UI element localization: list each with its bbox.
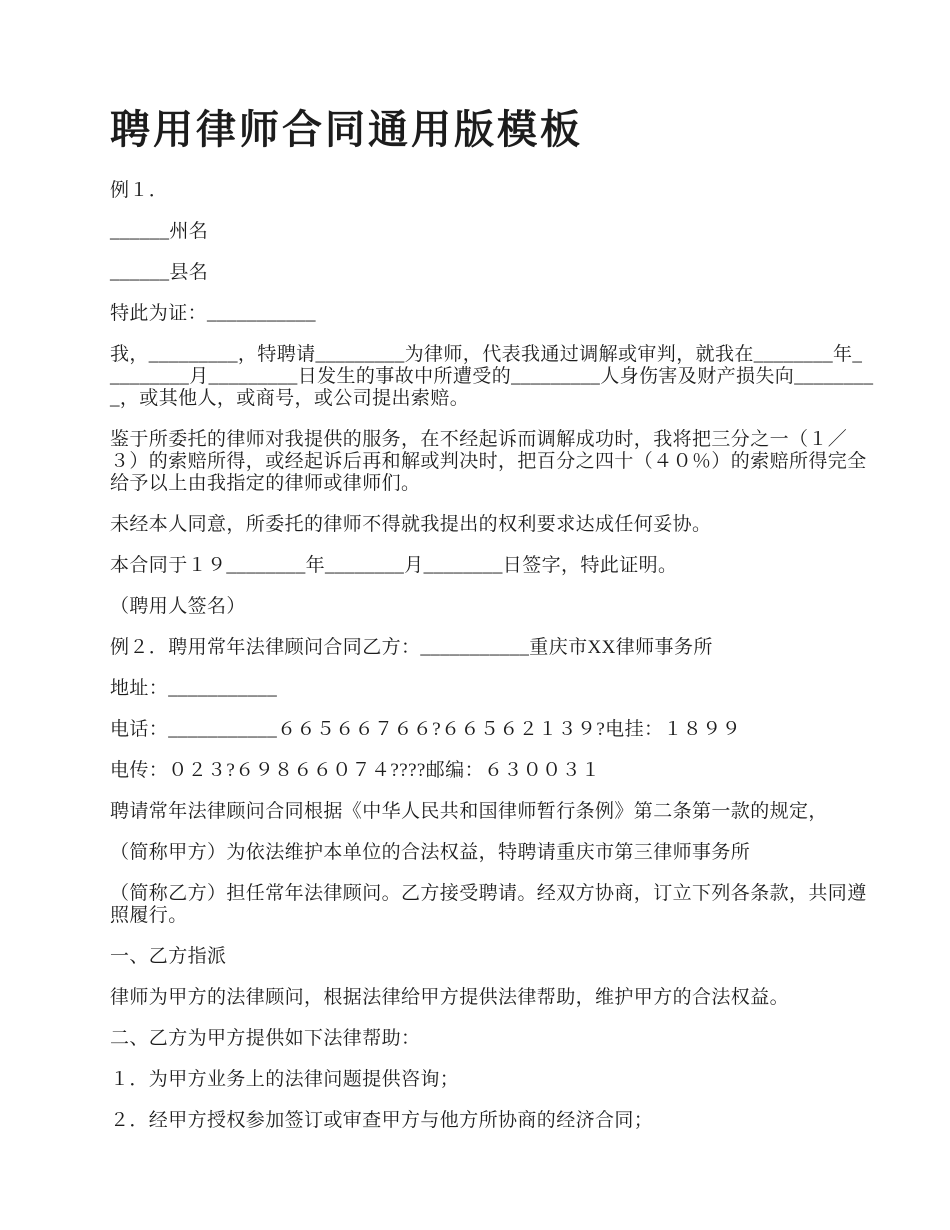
no-compromise-clause bbox=[110, 514, 860, 536]
address-line bbox=[110, 678, 860, 700]
phone-line bbox=[110, 719, 860, 741]
example-1-label bbox=[110, 180, 860, 202]
section-1-body bbox=[110, 987, 860, 1009]
signature-label bbox=[110, 596, 860, 618]
witness-clause bbox=[110, 303, 860, 325]
document-line: ______州名 bbox=[110, 221, 209, 242]
state-name-blank bbox=[110, 221, 860, 243]
document-line: 照履行。 bbox=[110, 905, 188, 926]
document-line: 电传：０２３?６９８６６０７４????邮编：６３００３１ bbox=[110, 760, 601, 781]
document-line: 电话：___________６６５６６７６６?６６５６２１３９?电挂：１８９９ bbox=[110, 719, 741, 740]
signing-date-clause bbox=[110, 555, 860, 577]
party-b-clause bbox=[110, 883, 867, 927]
document-line: _，或其他人，或商号，或公司提出索赔。 bbox=[110, 388, 470, 409]
document-line: ______县名 bbox=[110, 262, 209, 283]
document-line: ３）的索赔所得，或经起诉后再和解或判决时，把百分之四十（４０％）的索赔所得完全 bbox=[110, 451, 867, 472]
document-line: （简称乙方）担任常年法律顾问。乙方接受聘请。经双方协商，订立下列各条款，共同遵 bbox=[110, 883, 867, 904]
section-1-heading bbox=[110, 946, 860, 968]
section-2-item-1 bbox=[110, 1069, 860, 1091]
document-line: 特此为证：___________ bbox=[110, 303, 316, 324]
party-a-clause bbox=[110, 842, 860, 864]
document-line: 未经本人同意，所委托的律师不得就我提出的权利要求达成任何妥协。 bbox=[110, 514, 712, 535]
document-line: 鉴于所委托的律师对我提供的服务，在不经起诉而调解成功时，我将把三分之一（１／ bbox=[110, 429, 848, 450]
section-2-heading bbox=[110, 1028, 860, 1050]
document-line: ２．经甲方授权参加签订或审查甲方与他方所协商的经济合同； bbox=[110, 1110, 654, 1131]
document-title: 聘用律师合同通用版模板 bbox=[110, 106, 583, 153]
document-line: １．为甲方业务上的法律问题提供咨询； bbox=[110, 1069, 460, 1090]
telex-line bbox=[110, 760, 860, 782]
document-line: 律师为甲方的法律顾问，根据法律给甲方提供法律帮助，维护甲方的合法权益。 bbox=[110, 987, 790, 1008]
section-2-item-2 bbox=[110, 1110, 860, 1132]
document-line: 给予以上由我指定的律师或律师们。 bbox=[110, 473, 421, 494]
document-line: （简称甲方）为依法维护本单位的合法权益，特聘请重庆市第三律师事务所 bbox=[110, 842, 751, 863]
document-line: ________月_________日发生的事故中所遭受的_________人身伤害及财产损失向________ bbox=[110, 366, 874, 387]
document-line: 地址：___________ bbox=[110, 678, 278, 699]
document-line: 例１． bbox=[110, 180, 169, 201]
retainer-clause bbox=[110, 344, 874, 410]
fee-clause bbox=[110, 429, 867, 495]
document-line: 二、乙方为甲方提供如下法律帮助： bbox=[110, 1028, 421, 1049]
preamble-clause bbox=[110, 801, 860, 823]
document-line: 本合同于１９________年________月________日签字，特此证明。 bbox=[110, 555, 678, 576]
county-name-blank bbox=[110, 262, 860, 284]
document-line: 例２．聘用常年法律顾问合同乙方：___________重庆市XX律师事务所 bbox=[110, 637, 713, 658]
document-line: 我，_________，特聘请_________为律师，代表我通过调解或审判，就我在________年_ bbox=[110, 344, 863, 365]
document-line: 聘请常年法律顾问合同根据《中华人民共和国律师暂行条例》第二条第一款的规定， bbox=[110, 801, 828, 822]
document-line: （聘用人签名） bbox=[110, 596, 246, 617]
document-line: 一、乙方指派 bbox=[110, 946, 227, 967]
example-2-heading bbox=[110, 637, 860, 659]
